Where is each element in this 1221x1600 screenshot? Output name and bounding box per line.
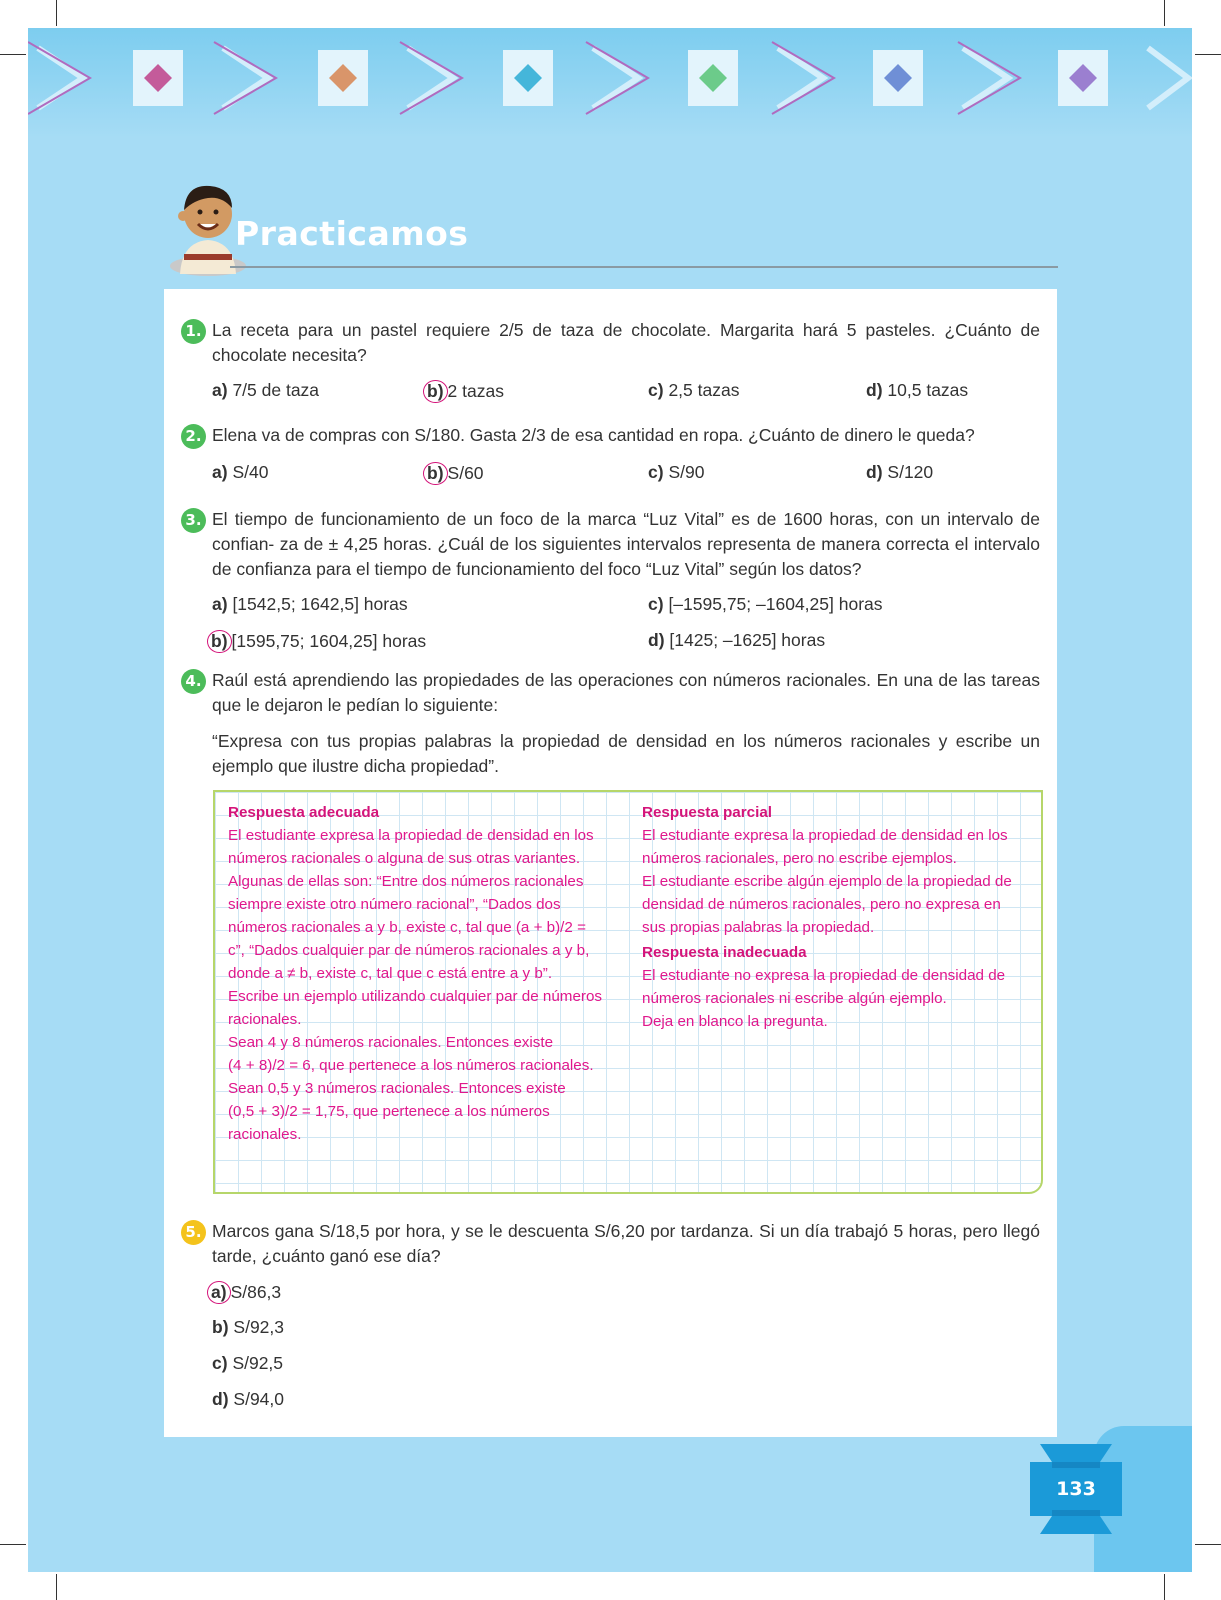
option: c) S/92,5 [212, 1353, 284, 1373]
rubric-line: números racionales a y b, existe c, tal que (a + b)/2 = [228, 919, 586, 936]
question-number: 2. [181, 424, 206, 449]
rubric-line: (0,5 + 3)/2 = 1,75, que pertenece a los números [228, 1103, 550, 1120]
option: a) [1542,5; 1642,5] horas [212, 594, 408, 614]
section-title: Practicamos [235, 214, 469, 253]
rubric-partial [642, 801, 1037, 1033]
question-text: El tiempo de funcionamiento de un foco de la marca “Luz Vital” es de 1600 horas, con un intervalo de confian- za de ± 4,25 horas. ¿Cuál de los siguientes intervalos representa de manera correcta el intervalo de confianza para el tiempo de funcionamiento del foco “Luz Vital” según los datos? [212, 509, 1040, 579]
rubric-line: densidad de números racionales, pero no expresa en [642, 896, 1001, 913]
rubric-line: Deja en blanco la pregunta. [642, 1013, 828, 1030]
selected-answer-circle: b) [423, 380, 448, 403]
crop-mark [0, 1544, 26, 1545]
question-text: Elena va de compras con S/180. Gasta 2/3 de esa cantidad en ropa. ¿Cuánto de dinero le queda? [212, 425, 975, 445]
crop-mark [1164, 1574, 1165, 1600]
option: c) 2,5 tazas [648, 380, 740, 400]
crop-mark [0, 54, 26, 55]
rubric-line: Sean 4 y 8 números racionales. Entonces existe [228, 1034, 554, 1051]
option: d) S/94,0 [212, 1389, 285, 1409]
option: d) 10,5 tazas [866, 380, 969, 400]
rubric-inadequate-heading: Respuesta inadecuada [642, 944, 807, 961]
option-selected: a) S/86,3 [212, 1281, 281, 1304]
question-text: La receta para un pastel requiere 2/5 de taza de chocolate. Margarita hará 5 pasteles. ¿Cuánto de chocolate necesita? [212, 320, 1040, 365]
option: d) S/120 [866, 462, 934, 482]
rubric-line: El estudiante no expresa la propiedad de densidad de [642, 967, 1006, 984]
question-number: 1. [181, 319, 206, 344]
rubric-adequate-heading: Respuesta adecuada [228, 804, 380, 821]
rubric-adequate [228, 801, 628, 1146]
option: a) 7/5 de taza [212, 380, 320, 400]
question-number: 5. [181, 1220, 206, 1245]
option: c) S/90 [648, 462, 705, 482]
question-number: 3. [181, 508, 206, 533]
rubric-line: El estudiante escribe algún ejemplo de la propiedad de [642, 873, 1012, 890]
option-selected: b) S/60 [428, 462, 484, 485]
rubric-line: racionales. [228, 1011, 302, 1028]
question-text: Raúl está aprendiendo las propiedades de las operaciones con números racionales. En una de las tareas que le dejaron le pedían lo siguiente: [212, 670, 1040, 715]
rubric-line: sus propias palabras la propiedad. [642, 919, 875, 936]
rubric-line: c”, “Dados cualquier par de números racionales a y b, [228, 942, 590, 959]
selected-answer-circle: b) [423, 462, 448, 485]
rubric-line: Algunas de ellas son: “Entre dos números racionales [228, 873, 584, 890]
crop-mark [56, 0, 57, 26]
question-quote: “Expresa con tus propias palabras la propiedad de densidad en los números racionales y escribe un ejemplo que ilustre dicha propiedad”. [212, 731, 1040, 776]
crop-mark [56, 1574, 57, 1600]
option: d) [1425; –1625] horas [648, 630, 826, 650]
crop-mark [1195, 54, 1221, 55]
rubric-line: racionales. [228, 1126, 302, 1143]
rubric-line: números racionales o alguna de sus otras variantes. [228, 850, 581, 867]
selected-answer-circle: a) [207, 1281, 231, 1304]
option: c) [–1595,75; –1604,25] horas [648, 594, 883, 614]
crop-mark [1164, 0, 1165, 26]
option: b) S/92,3 [212, 1317, 285, 1337]
page-number: 133 [1052, 1468, 1100, 1510]
option: a) S/40 [212, 462, 269, 482]
selected-answer-circle: b) [207, 630, 232, 653]
rubric-line: El estudiante expresa la propiedad de densidad en los [228, 827, 594, 844]
rubric-line: Sean 0,5 y 3 números racionales. Entonces existe [228, 1080, 566, 1097]
question-number: 4. [181, 669, 206, 694]
rubric-line: siempre existe otro número racional”, “Dados dos [228, 896, 561, 913]
crop-mark [1195, 1544, 1221, 1545]
rubric-line: números racionales, pero no escribe ejemplos. [642, 850, 957, 867]
rubric-partial-heading: Respuesta parcial [642, 804, 772, 821]
rubric-line: donde a ≠ b, existe c, tal que c está entre a y b”. [228, 965, 553, 982]
rubric-line: El estudiante expresa la propiedad de densidad en los [642, 827, 1008, 844]
rubric-line: Escribe un ejemplo utilizando cualquier par de números [228, 988, 602, 1005]
title-divider [230, 266, 1058, 268]
option-selected: b) [1595,75; 1604,25] horas [212, 630, 426, 653]
decorative-banner [28, 28, 1192, 138]
rubric-line: números racionales ni escribe algún ejemplo. [642, 990, 947, 1007]
question-text: Marcos gana S/18,5 por hora, y se le descuenta S/6,20 por tardanza. Si un día trabajó 5 horas, pero llegó tarde, ¿cuánto ganó ese día? [212, 1221, 1040, 1266]
rubric-line: (4 + 8)/2 = 6, que pertenece a los números racionales. [228, 1057, 594, 1074]
option-selected: b) 2 tazas [428, 380, 504, 403]
